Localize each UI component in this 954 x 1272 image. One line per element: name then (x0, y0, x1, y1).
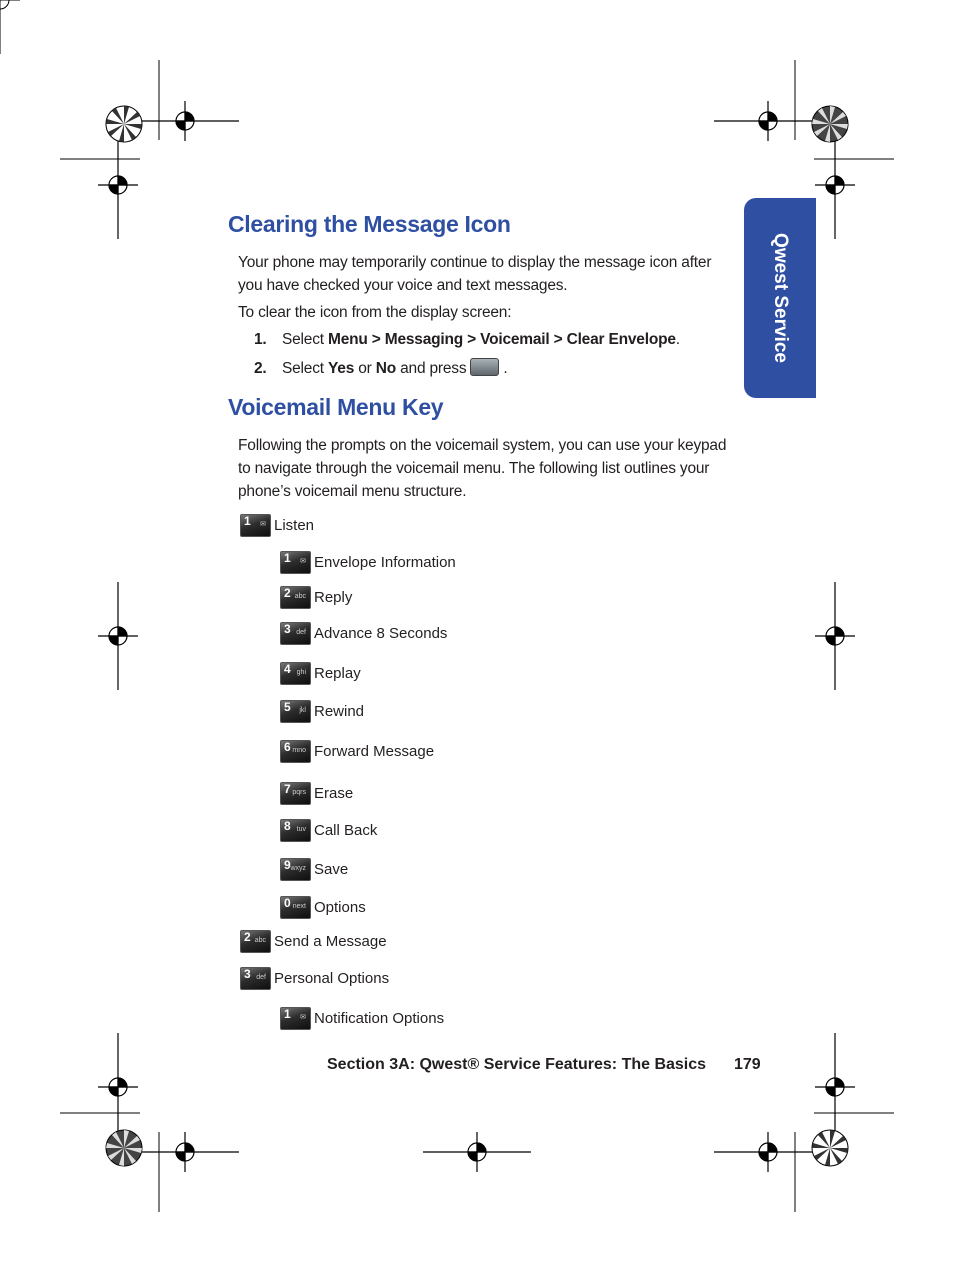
step-1-menu-path: Menu > Messaging > Voicemail > Clear Envelope (328, 331, 676, 348)
step-2-end: . (503, 360, 508, 377)
menu-item-save (280, 856, 348, 882)
key-3-icon (280, 622, 311, 645)
key-digit: 0 (284, 895, 291, 910)
key-3-icon (240, 967, 271, 990)
key-digit: 2 (244, 929, 251, 944)
key-glyph: abc (254, 936, 266, 944)
menu-label: Rewind (314, 702, 365, 720)
key-glyph: jkl (299, 706, 306, 714)
menu-item-reply (280, 584, 352, 610)
menu-label: Reply (314, 588, 353, 606)
menu-label: Replay (314, 664, 361, 682)
key-glyph: abc (294, 592, 306, 600)
section1-intro: Your phone may temporarily continue to display the message icon after you have checked your voice and text messages. (238, 254, 712, 294)
key-digit: 3 (284, 621, 291, 636)
menu-label: Save (314, 860, 349, 878)
menu-item-advance (280, 620, 447, 646)
page-number: 179 (734, 1056, 761, 1073)
menu-item-listen (240, 512, 314, 538)
menu-label: Send a Message (274, 932, 387, 950)
step-1-post: . (675, 331, 680, 348)
key-2-icon (280, 586, 311, 609)
menu-label: Erase (314, 784, 354, 802)
menu-label: Listen (274, 516, 315, 534)
menu-label: Advance 8 Seconds (314, 624, 448, 642)
menu-item-options (280, 894, 366, 920)
key-glyph: wxyz (290, 864, 306, 872)
key-glyph: ✉ (300, 1013, 306, 1021)
key-4-icon (280, 662, 311, 685)
step-2-post: and press (396, 360, 467, 377)
key-digit: 6 (284, 739, 291, 754)
menu-item-personal-options (240, 965, 389, 991)
key-glyph: def (256, 973, 266, 981)
key-glyph: mno (292, 746, 306, 754)
key-glyph: ✉ (300, 557, 306, 565)
step-2-pre: Select (282, 360, 328, 377)
step-2-yes: Yes (328, 360, 355, 377)
menu-item-replay (280, 660, 361, 686)
menu-item-forward-message (280, 738, 434, 764)
menu-label: Notification Options (314, 1009, 445, 1027)
key-glyph: def (296, 628, 306, 636)
section-title-clearing: Clearing the Message Icon (228, 211, 511, 237)
section1-lead-text: To clear the icon from the display screen: (238, 304, 512, 321)
side-tab (744, 198, 816, 398)
menu-item-envelope-information (280, 549, 456, 575)
menu-item-notification-options (280, 1005, 444, 1031)
key-2-icon (240, 930, 271, 953)
key-6-icon (280, 740, 311, 763)
key-glyph: pqrs (292, 788, 306, 796)
section2-intro: Following the prompts on the voicemail system, you can use your keypad to navigate through the voicemail menu. The following list outlines your phone’s voicemail menu structure. (238, 437, 727, 500)
menu-item-erase (280, 780, 353, 806)
key-glyph: ✉ (260, 520, 266, 528)
key-9-icon (280, 858, 311, 881)
footer-section: Section 3A: Qwest® Service Features: The Basics (327, 1056, 707, 1073)
section-title-voicemail: Voicemail Menu Key (228, 394, 444, 420)
key-digit: 8 (284, 818, 291, 833)
side-tab-label: Qwest Service (770, 233, 791, 363)
key-digit: 1 (284, 550, 291, 565)
key-1-icon (240, 514, 271, 537)
key-digit: 1 (284, 1006, 291, 1021)
ok-key-icon (470, 358, 499, 376)
key-0-icon (280, 896, 311, 919)
key-digit: 7 (284, 781, 291, 796)
key-glyph: ghi (296, 668, 306, 676)
key-1-icon (280, 1007, 311, 1030)
key-glyph: next (292, 902, 306, 910)
step-2-no: No (375, 360, 396, 377)
menu-label: Personal Options (274, 969, 390, 987)
key-digit: 2 (284, 585, 291, 600)
step-1-pre: Select (282, 331, 328, 348)
menu-label: Call Back (314, 821, 378, 839)
section1-lead (238, 301, 511, 324)
menu-label: Forward Message (314, 742, 435, 760)
key-8-icon (280, 819, 311, 842)
key-digit: 3 (244, 966, 251, 981)
step-2-mid: or (354, 360, 376, 377)
key-digit: 1 (244, 513, 251, 528)
key-5-icon (280, 700, 311, 723)
menu-label: Options (314, 898, 366, 916)
key-digit: 9 (284, 857, 291, 872)
step-2-number: 2. (254, 360, 267, 377)
step-2 (254, 358, 508, 378)
menu-item-send-message (240, 928, 387, 954)
step-1-number: 1. (254, 331, 267, 348)
key-digit: 5 (284, 699, 291, 714)
menu-item-rewind (280, 698, 364, 724)
key-digit: 4 (284, 661, 291, 676)
menu-item-call-back (280, 817, 377, 843)
key-7-icon (280, 782, 311, 805)
menu-label: Envelope Information (314, 553, 456, 571)
key-glyph: tuv (296, 825, 306, 833)
step-1 (254, 331, 680, 349)
key-1-icon (280, 551, 311, 574)
